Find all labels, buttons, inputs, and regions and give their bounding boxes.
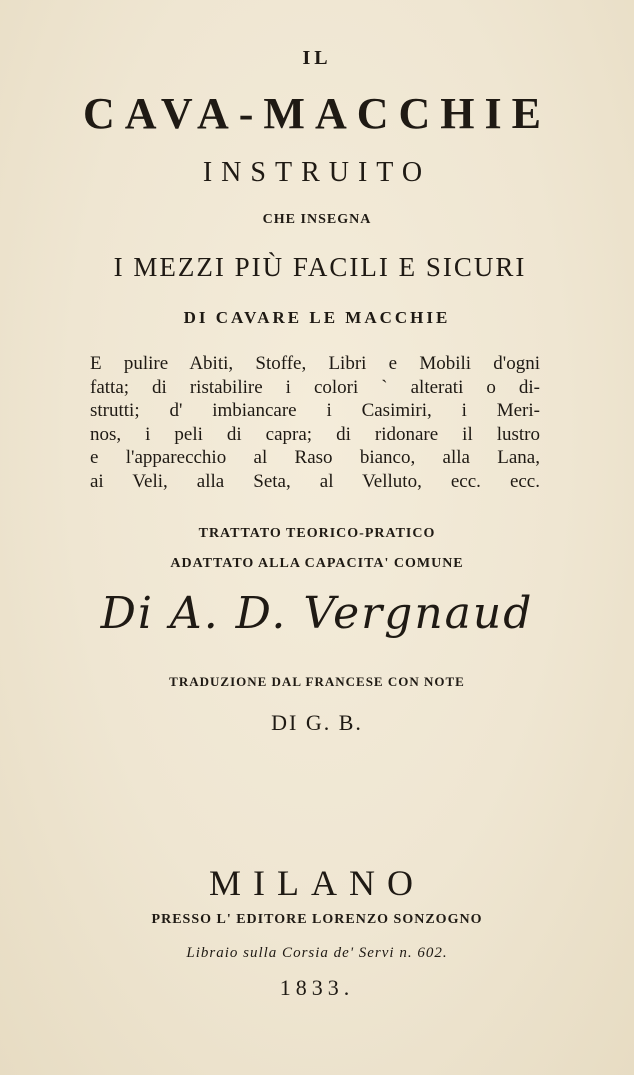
description-line: strutti; d' imbiancare i Casimiri, i Meri-: [90, 400, 540, 421]
description-line: e l'apparecchio al Raso bianco, alla Lana,: [90, 447, 540, 468]
di-cavare-line: DI CAVARE LE MACCHIE: [183, 308, 451, 327]
publication-year: 1833.: [279, 975, 355, 1000]
author-signature: Di A. D. Vergnaud: [100, 588, 534, 639]
mezzi-line: I MEZZI PIÙ FACILI E SICURI: [113, 252, 527, 282]
che-insegna-line: CHE INSEGNA: [262, 212, 372, 227]
subtitle-instruito: INSTRUITO: [202, 157, 432, 188]
traduzione-line: TRADUZIONE DAL FRANCESE CON NOTE: [169, 674, 465, 689]
libraio-address: Libraio sulla Corsia de' Servi n. 602.: [186, 945, 448, 961]
description-line: ai Veli, alla Seta, al Velluto, ecc. ecc.: [90, 470, 540, 492]
article-il: IL: [302, 47, 332, 69]
trattato-line: TRATTATO TEORICO-PRATICO: [198, 526, 436, 541]
description-line: nos, i peli di capra; di ridonare il lustro: [90, 423, 540, 445]
city-milano: MILANO: [209, 863, 425, 903]
publisher-line: PRESSO L' EDITORE LORENZO SONZOGNO: [151, 912, 483, 927]
description-line: fatta; di ristabilire i colori ` alterati o di-: [90, 376, 540, 398]
main-title: CAVA-MACCHIE: [83, 89, 551, 138]
translator-line: DI G. B.: [271, 710, 363, 735]
description-paragraph: [90, 352, 540, 493]
adattato-line: ADATTATO ALLA CAPACITA' COMUNE: [170, 556, 464, 571]
description-line: E pulire Abiti, Stoffe, Libri e Mobili d'ogni: [90, 353, 540, 374]
